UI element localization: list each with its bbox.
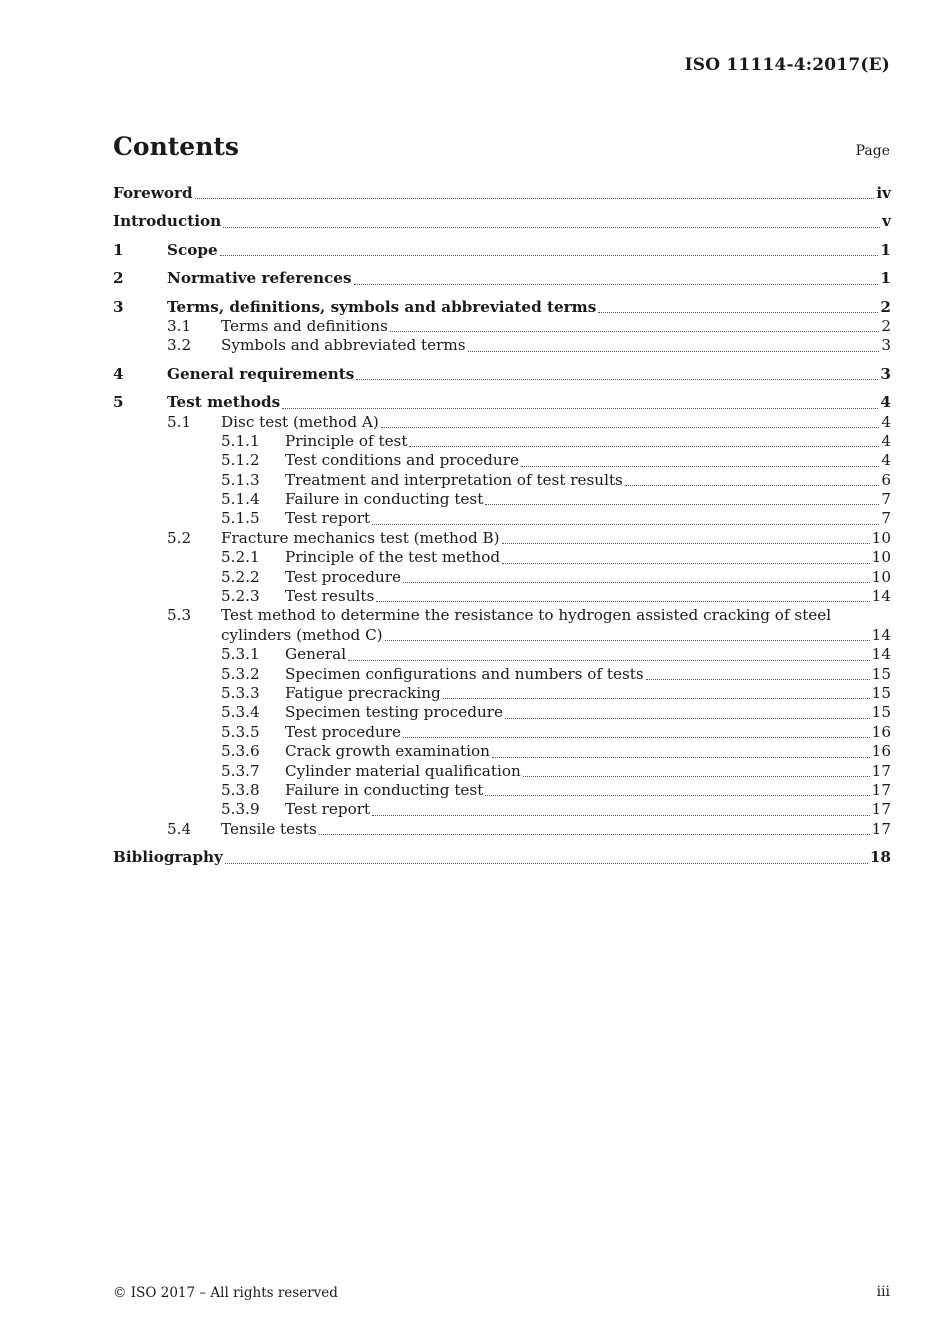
toc-entry-title: Test procedure <box>285 722 402 741</box>
toc-entry[interactable] <box>113 723 891 742</box>
toc-entry[interactable] <box>113 800 891 819</box>
dot-leader <box>468 350 880 352</box>
toc-entry-number: 1 <box>113 240 124 259</box>
toc-entry-page: 15 <box>871 703 891 722</box>
toc-entry-page: 15 <box>871 683 891 702</box>
toc-entry[interactable] <box>113 269 891 288</box>
dot-leader <box>372 523 879 525</box>
toc-entry-title: General requirements <box>167 364 355 383</box>
toc-entry[interactable] <box>113 241 891 260</box>
toc-entry-number: 5.2.2 <box>221 567 260 586</box>
dot-leader <box>409 445 879 447</box>
toc-entry-title: Crack growth examination <box>285 742 490 761</box>
toc-entry[interactable] <box>113 529 891 548</box>
dot-leader <box>646 678 870 680</box>
toc-entry-number: 5.1.5 <box>221 509 260 528</box>
dot-leader <box>372 814 870 816</box>
toc-entry-number: 4 <box>113 364 124 383</box>
toc-entry-number: 5.3.3 <box>221 683 260 702</box>
toc-entry-page: 17 <box>871 780 891 799</box>
toc-entry-page: 2 <box>881 316 891 335</box>
toc-entry[interactable] <box>113 684 891 703</box>
toc-entry-page: 4 <box>881 412 891 431</box>
toc-entry[interactable] <box>113 184 891 203</box>
toc-entry[interactable] <box>113 568 891 587</box>
dot-leader <box>356 378 878 380</box>
dot-leader <box>505 717 870 719</box>
toc-entry-page: 10 <box>871 528 891 547</box>
toc-entry-page: 3 <box>880 364 891 383</box>
toc-entry[interactable] <box>113 471 891 490</box>
toc-entry-page: 15 <box>871 664 891 683</box>
toc-entry[interactable] <box>113 665 891 684</box>
toc-entry[interactable] <box>113 432 891 451</box>
dot-leader <box>220 254 879 256</box>
toc-entry-page: 4 <box>880 393 891 412</box>
toc-entry-page: 4 <box>881 431 891 450</box>
toc-entry-page: 3 <box>881 336 891 355</box>
toc-entry-page: 14 <box>871 587 891 606</box>
toc-entry[interactable] <box>113 490 891 509</box>
toc-entry-number: 5.3.6 <box>221 742 260 761</box>
contents-title: Contents <box>113 132 240 161</box>
toc-entry-title: Cylinder material qualification <box>285 761 521 780</box>
toc-entry-number: 5.1.2 <box>221 451 260 470</box>
toc-entry-number: 2 <box>113 269 124 288</box>
toc-entry-number: 5.1.4 <box>221 490 260 509</box>
toc-entry-title: Test report <box>285 509 371 528</box>
toc-entry[interactable] <box>113 212 891 231</box>
toc-entry-title: Test methods <box>167 393 281 412</box>
dot-leader <box>319 833 870 835</box>
dot-leader <box>225 862 868 864</box>
dot-leader <box>390 330 880 332</box>
toc-entry-title: Principle of test <box>285 431 408 450</box>
dot-leader <box>403 581 870 583</box>
dot-leader <box>348 659 870 661</box>
toc-entry-title: Test results <box>285 587 375 606</box>
toc-entry-number: 5.3 <box>167 606 192 625</box>
toc-entry[interactable] <box>113 762 891 781</box>
toc-entry[interactable] <box>113 451 891 470</box>
dot-leader <box>485 794 869 796</box>
toc-entry-page: 18 <box>869 848 891 867</box>
dot-leader <box>443 697 870 699</box>
toc-entry[interactable] <box>113 509 891 528</box>
toc-entry-title: Test conditions and procedure <box>285 451 519 470</box>
toc-entry[interactable] <box>113 298 891 317</box>
toc-entry-page: v <box>882 212 891 231</box>
toc-entry-page: 17 <box>871 761 891 780</box>
dot-leader <box>521 465 879 467</box>
page-number: iii <box>876 1284 890 1300</box>
toc-entry-number: 5.1 <box>167 412 192 431</box>
toc-entry[interactable] <box>113 781 891 800</box>
dot-leader <box>385 639 870 641</box>
toc-entry[interactable] <box>113 820 891 839</box>
toc-entry-page: 1 <box>880 240 891 259</box>
toc-entry-page: 10 <box>871 567 891 586</box>
toc-entry[interactable] <box>113 626 891 645</box>
toc-entry[interactable] <box>113 317 891 336</box>
toc-entry[interactable] <box>113 413 891 432</box>
toc-entry-number: 5 <box>113 393 124 412</box>
toc-entry-page: 17 <box>871 819 891 838</box>
toc-entry[interactable] <box>113 606 891 625</box>
toc-entry-title: Test procedure <box>285 567 402 586</box>
dot-leader <box>376 600 869 602</box>
toc-entry-number: 3 <box>113 297 124 316</box>
toc-entry-page: iv <box>876 184 891 202</box>
toc-entry-number: 3.1 <box>167 316 192 335</box>
dot-leader <box>282 407 878 409</box>
toc-entry-page: 16 <box>871 722 891 741</box>
toc-entry[interactable] <box>113 336 891 355</box>
toc-entry-number: 5.2 <box>167 528 192 547</box>
dot-leader <box>485 503 879 505</box>
toc-entry-number: 3.2 <box>167 336 192 355</box>
toc-entry-title: Fatigue precracking <box>285 683 441 702</box>
toc-entry-page: 2 <box>880 297 891 316</box>
toc-entry-title: Disc test (method A) <box>221 412 379 431</box>
dot-leader <box>223 226 880 228</box>
dot-leader <box>523 775 870 777</box>
toc-entry-page: 1 <box>880 269 891 288</box>
toc-entry-title: Test method to determine the resistance to hydrogen assisted cracking of steel <box>221 606 832 625</box>
copyright-footer: © ISO 2017 – All rights reserved <box>113 1285 338 1301</box>
dot-leader <box>195 197 875 199</box>
toc-entry[interactable] <box>113 703 891 722</box>
dot-leader <box>598 311 878 313</box>
document-ref-header: ISO 11114-4:2017(E) <box>684 55 890 75</box>
toc-entry-page: 4 <box>881 451 891 470</box>
toc-entry-number: 5.3.7 <box>221 761 260 780</box>
toc-entry-title: Principle of the test method <box>285 548 501 567</box>
toc-entry[interactable] <box>113 587 891 606</box>
toc-entry-title: Treatment and interpretation of test results <box>285 470 623 489</box>
dot-leader <box>381 426 880 428</box>
toc-entry-title: Tensile tests <box>221 819 317 838</box>
toc-entry-page: 7 <box>881 490 891 509</box>
toc-entry-title: Scope <box>167 240 218 259</box>
toc-entry-title: Failure in conducting test <box>285 490 484 509</box>
toc-entry-title: Foreword <box>113 184 193 202</box>
toc-entry-title: cylinders (method C) <box>221 625 383 644</box>
toc-entry-number: 5.3.4 <box>221 703 260 722</box>
dot-leader <box>625 484 879 486</box>
dot-leader <box>502 562 870 564</box>
toc-entry-number: 5.3.5 <box>221 722 260 741</box>
toc-entry[interactable] <box>113 645 891 664</box>
toc-entry-title: Terms and definitions <box>221 316 388 335</box>
dot-leader <box>403 736 870 738</box>
toc-entry-page: 7 <box>881 509 891 528</box>
toc-entry[interactable] <box>113 365 891 384</box>
toc-entry-title: Test report <box>285 800 371 819</box>
page-column-label: Page <box>855 143 890 159</box>
dot-leader <box>492 756 870 758</box>
toc-entry-page: 17 <box>871 800 891 819</box>
table-of-contents <box>113 184 891 868</box>
toc-entry-title: Specimen configurations and numbers of tests <box>285 664 644 683</box>
toc-entry-title: Fracture mechanics test (method B) <box>221 528 500 547</box>
toc-entry-title: Bibliography <box>113 848 223 867</box>
toc-entry-number: 5.1.3 <box>221 470 260 489</box>
toc-entry-number: 5.2.1 <box>221 548 260 567</box>
toc-entry[interactable] <box>113 548 891 567</box>
toc-entry-number: 5.3.9 <box>221 800 260 819</box>
toc-entry-title: Terms, definitions, symbols and abbreviated terms <box>167 297 597 316</box>
toc-entry-number: 5.1.1 <box>221 431 260 450</box>
toc-entry-title: Introduction <box>113 212 222 231</box>
toc-entry-title: Failure in conducting test <box>285 780 484 799</box>
toc-entry[interactable] <box>113 848 891 867</box>
toc-entry[interactable] <box>113 742 891 761</box>
toc-entry-number: 5.3.8 <box>221 780 260 799</box>
toc-entry-number: 5.3.1 <box>221 645 260 664</box>
toc-entry-page: 14 <box>871 645 891 664</box>
toc-entry-title: Symbols and abbreviated terms <box>221 336 466 355</box>
toc-entry-title: Normative references <box>167 269 352 288</box>
toc-entry-number: 5.4 <box>167 819 192 838</box>
dot-leader <box>354 283 879 285</box>
toc-entry-page: 14 <box>871 625 891 644</box>
toc-entry[interactable] <box>113 393 891 412</box>
toc-entry-page: 6 <box>881 470 891 489</box>
toc-entry-page: 16 <box>871 742 891 761</box>
toc-entry-title: General <box>285 645 347 664</box>
toc-entry-number: 5.2.3 <box>221 587 260 606</box>
dot-leader <box>502 542 870 544</box>
toc-entry-number: 5.3.2 <box>221 664 260 683</box>
toc-entry-title: Specimen testing procedure <box>285 703 504 722</box>
toc-entry-page: 10 <box>871 548 891 567</box>
